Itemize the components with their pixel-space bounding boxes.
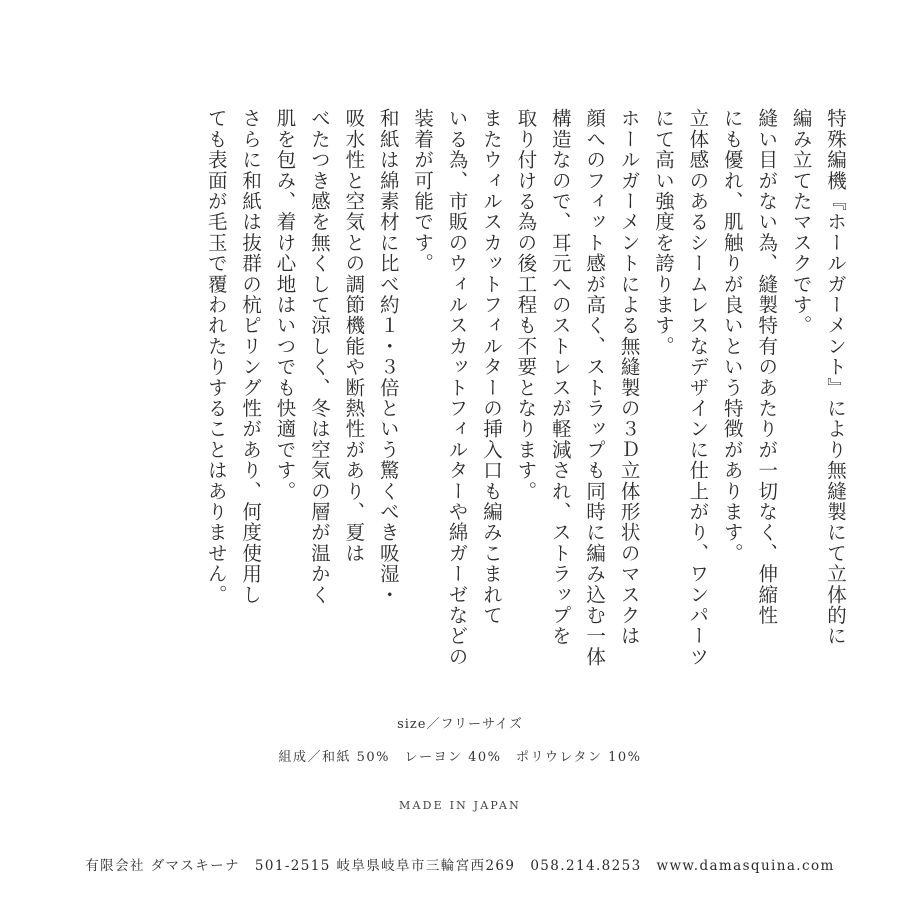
company-footer: 有限会社 ダマスキーナ 501-2515 岐阜県岐阜市三輪宮西269 058.214.8253 www.damasquina.com (85, 858, 835, 874)
made-in-label: MADE IN JAPAN (399, 799, 521, 812)
body-column: 立体感のあるシームレスなデザインに仕上がり、ワンパーツ (686, 108, 710, 667)
body-column: またウィルスカットフィルターの挿入口も編みこまれて (479, 108, 503, 626)
body-column: 肌を包み、着け心地はいつでも快適です。 (273, 108, 297, 502)
body-column: 取り付ける為の後工程も不要となります。 (514, 108, 538, 502)
body-column: 編み立てたマスクです。 (789, 108, 813, 336)
body-column: 吸水性と空気との調節機能や断熱性があり、夏は (342, 108, 366, 564)
body-column: 縫い目がない為、縫製特有のあたりが一切なく、伸縮性 (755, 108, 779, 626)
body-column: 装着が可能です。 (411, 108, 435, 274)
body-column: べたつき感を無くして涼しく、冬は空気の層が温かく (307, 108, 331, 605)
body-column: さらに和紙は抜群の杭ピリング性があり、何度使用し (239, 108, 263, 605)
body-column: 顔へのフィット感が高く、ストラップも同時に編み込む一体 (583, 108, 607, 667)
body-column: 和紙は綿素材に比べ約１・３倍という驚くべき吸湿・ (376, 108, 400, 605)
body-column: ても表面が毛玉で覆われたりすることはありません。 (204, 108, 228, 605)
material-composition: 組成／和紙 50% レーヨン 40% ポリウレタン 10% (278, 750, 642, 765)
product-description-body (198, 108, 852, 668)
body-column: にて高い強度を誇ります。 (651, 108, 675, 357)
body-column: いる為、市販のウィルスカットフィルターや綿ガーゼなどの (445, 108, 469, 667)
body-column: にも優れ、肌触りが良いという特徴があります。 (720, 108, 744, 564)
size-spec: size／フリーサイズ (397, 717, 523, 732)
body-column: 構造なので、耳元へのストレスが軽減され、ストラップを (548, 108, 572, 647)
body-column: 特殊編機『ホールガーメント』により無縫製にて立体的に (824, 108, 847, 647)
body-column: ホールガーメントによる無縫製の３Ｄ立体形状のマスクは (617, 108, 641, 647)
